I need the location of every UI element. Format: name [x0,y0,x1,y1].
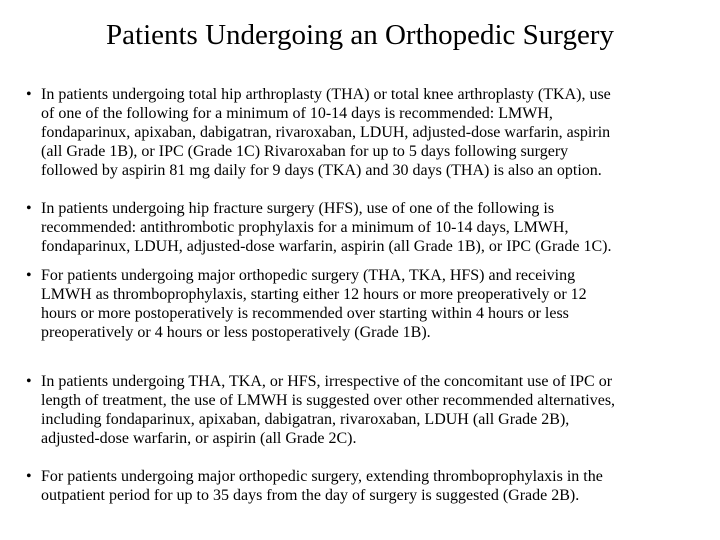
bullet-text-line: fondaparinux, apixaban, dabigatran, rivaroxaban, LDUH, adjusted-dose warfarin, aspirin [41,124,611,141]
bullet-text-line: LMWH as thromboprophylaxis, starting either 12 hours or more preoperatively or 12 [41,286,587,303]
bullet-text-line: In patients undergoing total hip arthroplasty (THA) or total knee arthroplasty (TKA), use [41,86,611,103]
bullet-text-line: of one of the following for a minimum of 10-14 days is recommended: LMWH, [41,105,553,122]
bullet-text-line: In patients undergoing THA, TKA, or HFS, irrespective of the concomitant use of IPC or [41,373,613,390]
bullet-text [41,266,587,342]
bullet-text [41,372,615,448]
bullet-text-line: length of treatment, the use of LMWH is suggested over other recommended alternatives, [41,392,616,409]
bullet-dot-icon: • [26,86,32,103]
bullet-text [41,467,603,505]
bullet-text-line: In patients undergoing hip fracture surgery (HFS), use of one of the following is [41,200,555,217]
bullet-dot-icon: • [26,200,32,217]
bullet-text [41,85,611,180]
bullet-text-line: fondaparinux, LDUH, adjusted-dose warfarin, aspirin (all Grade 1B), or IPC (Grade 1C). [41,238,612,255]
bullet-text-line: followed by aspirin 81 mg daily for 9 days (TKA) and 30 days (THA) is also an option. [41,162,602,179]
slide-title: Patients Undergoing an Orthopedic Surgery [106,19,614,51]
bullet-text-line: hours or more postoperatively is recommended over starting within 4 hours or less [41,305,569,322]
bullet-text-line: For patients undergoing major orthopedic surgery, extending thromboprophylaxis in the [41,468,603,485]
bullet-text-line: adjusted-dose warfarin, or aspirin (all Grade 2C). [41,430,357,447]
bullet-text-line: (all Grade 1B), or IPC (Grade 1C) Rivaroxaban for up to 5 days following surgery [41,143,569,160]
bullet-dot-icon: • [26,267,32,284]
bullet-dot-icon: • [26,468,32,485]
bullet-text-line: including fondaparinux, apixaban, dabigatran, rivaroxaban, LDUH (all Grade 2B), [41,411,570,428]
bullet-text-line: preoperatively or 4 hours or less postoperatively (Grade 1B). [41,324,431,341]
bullet-text-line: recommended: antithrombotic prophylaxis for a minimum of 10-14 days, LMWH, [41,219,569,236]
bullet-text-line: outpatient period for up to 35 days from the day of surgery is suggested (Grade 2B). [41,487,580,504]
bullet-dot-icon: • [26,373,32,390]
bullet-text-line: For patients undergoing major orthopedic surgery (THA, TKA, HFS) and receiving [41,267,576,284]
bullet-text [41,199,612,256]
